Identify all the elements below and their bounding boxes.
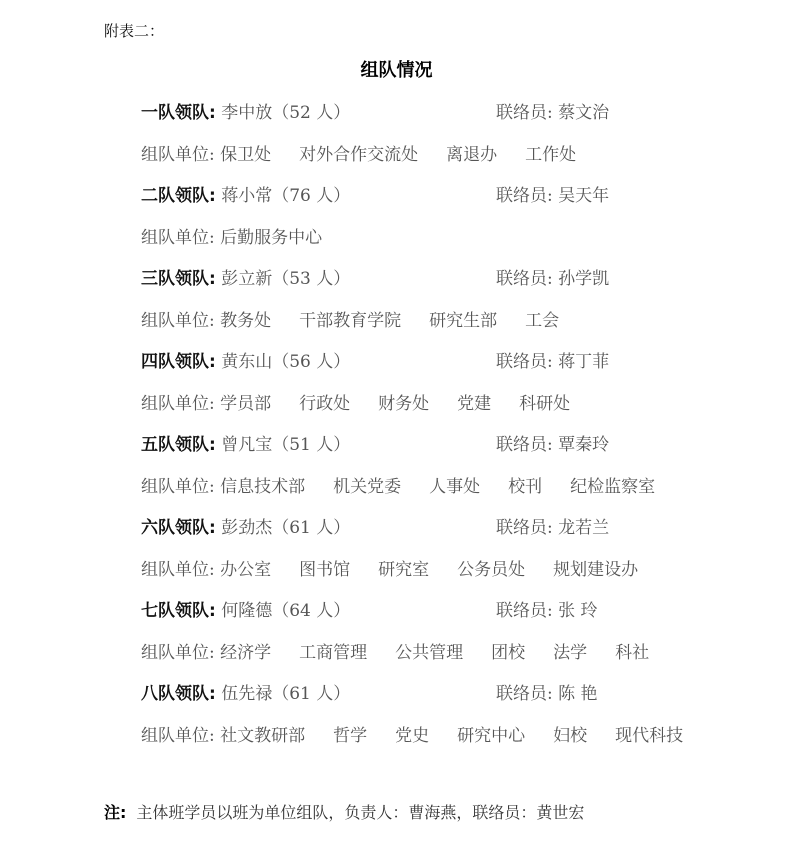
- leader-name: 彭劲杰（61 人）: [221, 518, 351, 538]
- unit-name: 研究室: [378, 559, 430, 580]
- appendix-label: 附表二：: [104, 22, 165, 40]
- unit-name: 社文教研部: [220, 725, 306, 746]
- team-label: 六队领队:: [141, 518, 216, 538]
- contact-person: [496, 98, 609, 123]
- team-leader-row: [141, 679, 598, 704]
- leader-name: 彭立新（53 人）: [221, 269, 351, 289]
- team-leader-row: [141, 347, 610, 372]
- unit-name: 离退办: [446, 144, 498, 165]
- unit-name: 图书馆: [299, 559, 351, 580]
- contact-label: 联络员:: [496, 684, 553, 704]
- leader-name: 曾凡宝（51 人）: [221, 435, 351, 455]
- team-units-row: [141, 638, 677, 663]
- unit-name: 人事处: [429, 476, 481, 497]
- unit-name: 工作处: [525, 144, 577, 165]
- leader-name: 蒋小常（76 人）: [221, 186, 351, 206]
- unit-label: 组队单位:: [141, 310, 215, 331]
- team-label: 二队领队:: [141, 186, 216, 206]
- contact-name: 蔡文治: [558, 103, 610, 123]
- contact-name: 陈 艳: [558, 684, 598, 704]
- unit-name: 法学: [553, 642, 588, 663]
- contact-label: 联络员:: [496, 186, 553, 206]
- team-leader-row: [141, 181, 610, 206]
- unit-label: 组队单位:: [141, 144, 215, 165]
- team-leader-row: [141, 98, 610, 123]
- team-label: 一队领队:: [141, 103, 216, 123]
- team-label: 三队领队:: [141, 269, 216, 289]
- unit-name: 公务员处: [457, 559, 526, 580]
- unit-name: 哲学: [333, 725, 368, 746]
- team-units-row: [141, 555, 666, 580]
- unit-name: 团校: [491, 642, 526, 663]
- team-units-row: [141, 306, 587, 331]
- unit-name: 财务处: [378, 393, 430, 414]
- contact-name: 张 玲: [558, 601, 598, 621]
- unit-name: 后勤服务中心: [220, 227, 323, 248]
- leader-name: 伍先禄（61 人）: [221, 684, 351, 704]
- footnote: [104, 800, 584, 823]
- unit-name: 干部教育学院: [299, 310, 402, 331]
- unit-name: 对外合作交流处: [299, 144, 419, 165]
- contact-name: 孙学凯: [558, 269, 610, 289]
- unit-name: 学员部: [220, 393, 272, 414]
- team-units-row: [141, 223, 350, 248]
- contact-person: [496, 347, 609, 372]
- contact-person: [496, 181, 609, 206]
- page-title: 组队情况: [360, 60, 433, 81]
- team-units-row: [141, 472, 683, 497]
- unit-name: 工会: [525, 310, 560, 331]
- contact-name: 蒋丁菲: [558, 352, 610, 372]
- unit-name: 行政处: [299, 393, 351, 414]
- unit-name: 党史: [395, 725, 430, 746]
- team-label: 八队领队:: [141, 684, 216, 704]
- contact-name: 龙若兰: [558, 518, 610, 538]
- contact-person: [496, 679, 598, 704]
- team-leader-row: [141, 596, 598, 621]
- unit-name: 教务处: [220, 310, 272, 331]
- team-label: 七队领队:: [141, 601, 216, 621]
- team-label: 五队领队:: [141, 435, 216, 455]
- leader-name: 李中放（52 人）: [221, 103, 351, 123]
- unit-label: 组队单位:: [141, 393, 215, 414]
- contact-person: [496, 513, 609, 538]
- contact-person: [496, 596, 598, 621]
- unit-name: 研究中心: [457, 725, 526, 746]
- unit-name: 妇校: [553, 725, 588, 746]
- unit-label: 组队单位:: [141, 642, 215, 663]
- team-leader-row: [141, 264, 610, 289]
- unit-name: 科社: [615, 642, 650, 663]
- unit-name: 现代科技: [615, 725, 684, 746]
- unit-name: 科研处: [519, 393, 571, 414]
- team-leader-row: [141, 430, 610, 455]
- unit-name: 信息技术部: [220, 476, 306, 497]
- unit-name: 工商管理: [299, 642, 368, 663]
- contact-label: 联络员:: [496, 518, 553, 538]
- contact-label: 联络员:: [496, 601, 553, 621]
- unit-label: 组队单位:: [141, 227, 215, 248]
- unit-name: 党建: [457, 393, 492, 414]
- unit-label: 组队单位:: [141, 725, 215, 746]
- unit-name: 校刊: [508, 476, 543, 497]
- unit-name: 规划建设办: [553, 559, 639, 580]
- contact-label: 联络员:: [496, 103, 553, 123]
- contact-name: 覃秦玲: [558, 435, 610, 455]
- unit-label: 组队单位:: [141, 559, 215, 580]
- leader-name: 何隆德（64 人）: [221, 601, 351, 621]
- footnote-label: 注:: [104, 803, 127, 822]
- team-label: 四队领队:: [141, 352, 216, 372]
- team-units-row: [141, 721, 711, 746]
- team-leader-row: [141, 513, 610, 538]
- unit-name: 办公室: [220, 559, 272, 580]
- contact-label: 联络员:: [496, 435, 553, 455]
- unit-name: 研究生部: [429, 310, 498, 331]
- unit-name: 经济学: [220, 642, 272, 663]
- team-units-row: [141, 140, 604, 165]
- contact-label: 联络员:: [496, 352, 553, 372]
- unit-name: 公共管理: [395, 642, 464, 663]
- unit-name: 机关党委: [333, 476, 402, 497]
- unit-label: 组队单位:: [141, 476, 215, 497]
- contact-label: 联络员:: [496, 269, 553, 289]
- contact-person: [496, 264, 609, 289]
- contact-person: [496, 430, 609, 455]
- leader-name: 黄东山（56 人）: [221, 352, 351, 372]
- team-units-row: [141, 389, 598, 414]
- footnote-text: 主体班学员以班为单位组队，负责人：曹海燕，联络员：黄世宏: [136, 803, 585, 822]
- unit-name: 保卫处: [220, 144, 272, 165]
- unit-name: 纪检监察室: [570, 476, 656, 497]
- contact-name: 吴天年: [558, 186, 610, 206]
